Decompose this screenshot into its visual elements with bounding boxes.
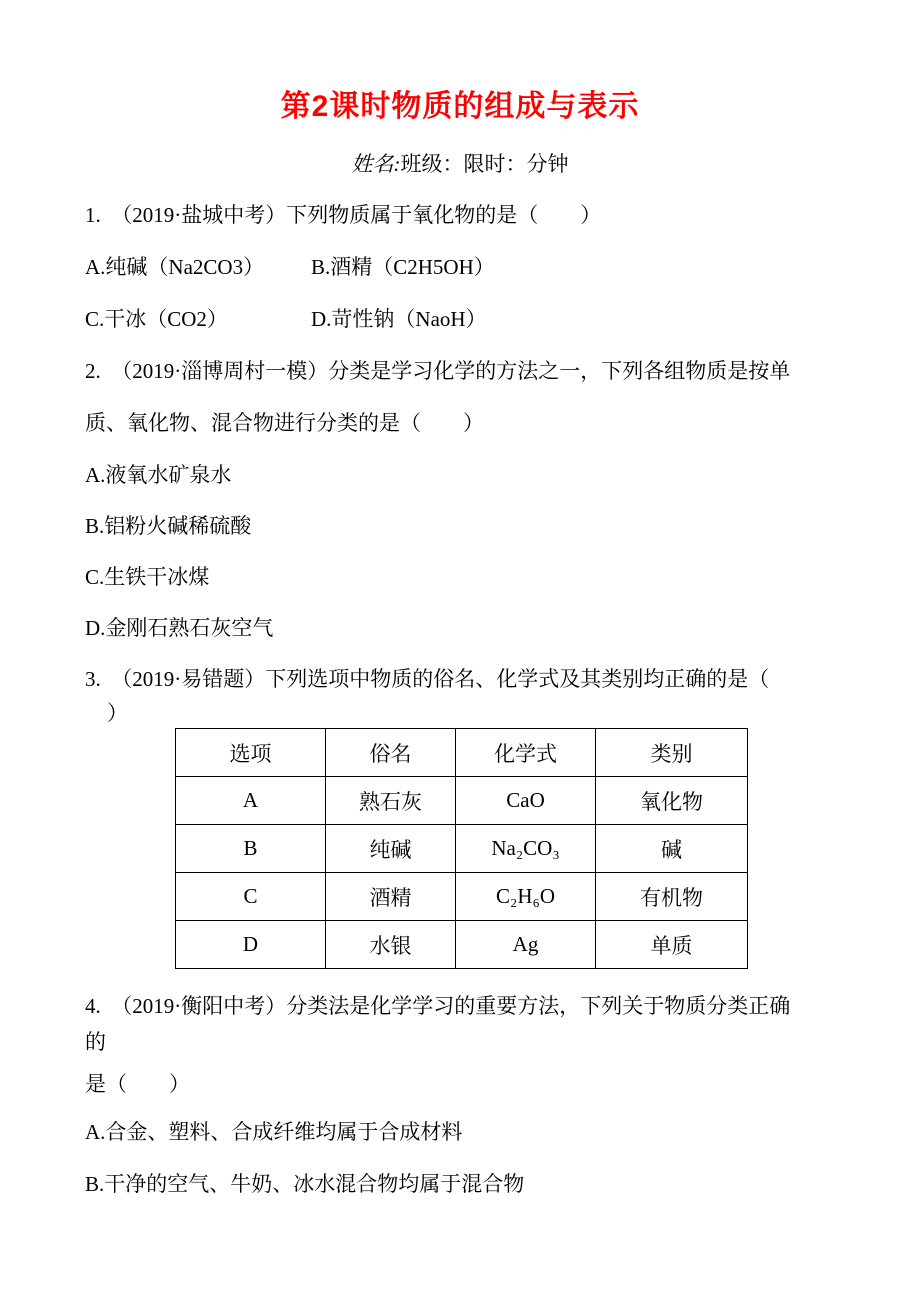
table-header-cell: 选项 — [176, 729, 326, 777]
q2-stem-line1: 2. （2019·淄博周村一模）分类是学习化学的方法之一，下列各组物质是按单 — [85, 359, 791, 383]
table-cell: C — [176, 873, 326, 921]
table-header-cell: 类别 — [596, 729, 748, 777]
table-row — [176, 825, 748, 873]
table-cell: Na₂CO₃ — [456, 825, 596, 873]
q1-options-cd — [85, 308, 835, 330]
q4-stem-line1: 4. （2019·衡阳中考）分类法是化学学习的重要方法，下列关于物质分类正确 — [85, 994, 791, 1018]
table-row — [176, 777, 748, 825]
header-fields — [85, 150, 835, 178]
table-cell: 有机物 — [596, 873, 748, 921]
table-header-cell: 俗名 — [326, 729, 456, 777]
table-cell: 酒精 — [326, 873, 456, 921]
q3-table — [175, 728, 748, 969]
q1-stem: 1. （2019·盐城中考）下列物质属于氧化物的是（ ） — [85, 203, 602, 227]
q3-stem-line2: ） — [107, 701, 128, 725]
q3-stem-line1: 3. （2019·易错题）下列选项中物质的俗名、化学式及其类别均正确的是（ — [85, 667, 770, 691]
q1-option-a: A.纯碱（Na2CO3） — [85, 255, 265, 279]
q4-option-a: A.合金、塑料、合成纤维均属于合成材料 — [85, 1120, 463, 1144]
table-cell: 熟石灰 — [326, 777, 456, 825]
q2-option-c: C.生铁干冰煤 — [85, 565, 210, 589]
class-time-label: 班级：限时：分钟 — [400, 152, 569, 176]
table-cell: D — [176, 921, 326, 969]
table-cell: CaO — [456, 777, 596, 825]
table-header-cell: 化学式 — [456, 729, 596, 777]
table-cell: 单质 — [596, 921, 748, 969]
table-cell: B — [176, 825, 326, 873]
q4-option-b: B.干净的空气、牛奶、冰水混合物均属于混合物 — [85, 1172, 525, 1196]
page-title: 第2课时物质的组成与表示 — [280, 90, 640, 123]
q4-stem-line3: 是（ ） — [85, 1072, 190, 1096]
q4-stem-line2: 的 — [85, 1030, 106, 1054]
table-cell: C₂H₆O — [456, 873, 596, 921]
q1-option-b: B.酒精（C2H5OH） — [311, 255, 495, 279]
q2-option-a: A.液氧水矿泉水 — [85, 463, 232, 487]
table-row — [176, 873, 748, 921]
q1-options-ab — [85, 256, 835, 278]
table-header-row — [176, 729, 748, 777]
table-cell: A — [176, 777, 326, 825]
table-cell: 碱 — [596, 825, 748, 873]
table-row — [176, 921, 748, 969]
name-label: 姓名: — [351, 152, 401, 176]
q2-option-b: B.铝粉火碱稀硫酸 — [85, 514, 252, 538]
table-cell: Ag — [456, 921, 596, 969]
table-cell: 水银 — [326, 921, 456, 969]
q2-option-d: D.金刚石熟石灰空气 — [85, 616, 274, 640]
q2-stem-line2: 质、氧化物、混合物进行分类的是（ ） — [85, 411, 484, 435]
table-cell: 纯碱 — [326, 825, 456, 873]
q1-option-d: D.苛性钠（NaoH） — [311, 307, 487, 331]
table-cell: 氧化物 — [596, 777, 748, 825]
q1-option-c: C.干冰（CO2） — [85, 307, 228, 331]
